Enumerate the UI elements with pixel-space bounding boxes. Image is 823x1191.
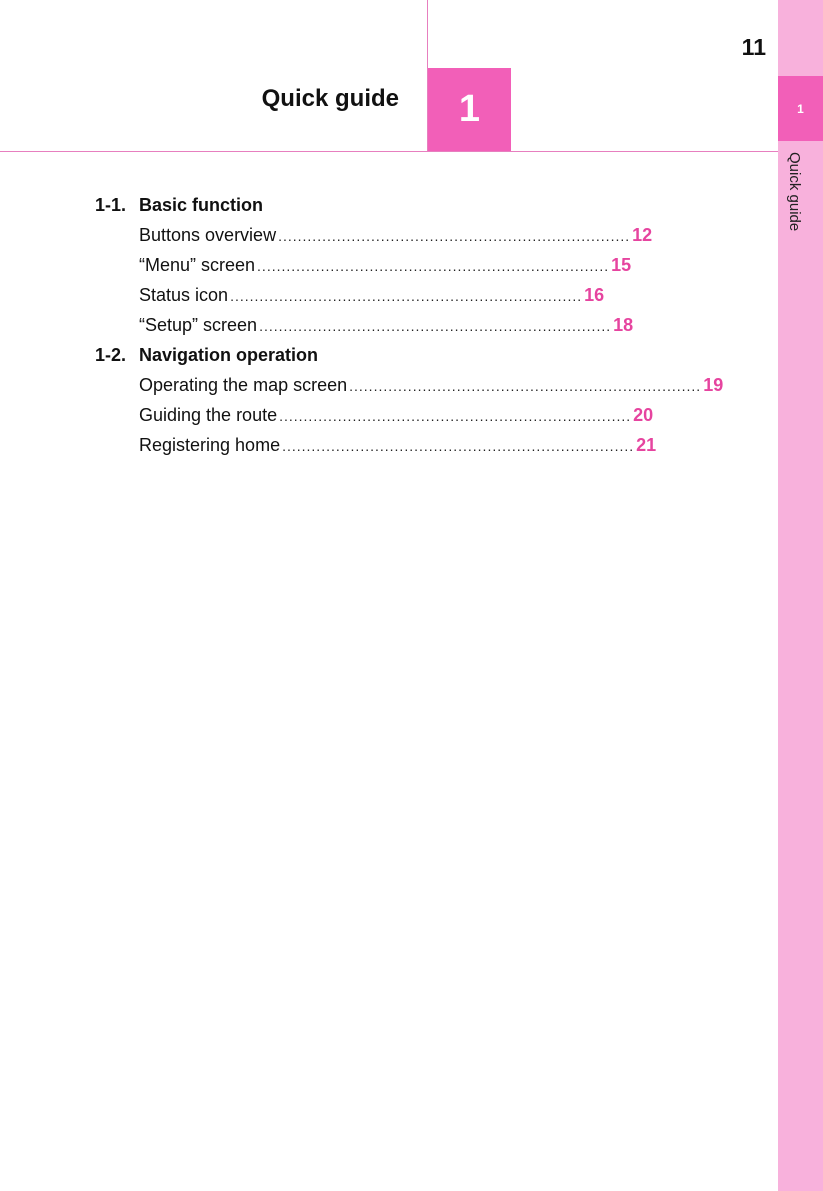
toc-entry-label: “Setup” screen (139, 315, 258, 335)
dot-leader: ........................................................................ (278, 228, 631, 244)
toc-entry[interactable] (139, 430, 657, 460)
side-tab-chapter-number: 1 (778, 76, 823, 141)
toc-entry-label: Status icon (139, 285, 229, 305)
side-tab-label: Quick guide (786, 152, 803, 232)
dot-leader: ........................................................................ (282, 438, 635, 454)
toc-entry-label: Registering home (139, 435, 281, 455)
toc-section-heading (95, 190, 405, 220)
chapter-title: Quick guide (261, 85, 399, 112)
toc-entry-page: 19 (703, 375, 724, 395)
toc-entry-label: Guiding the route (139, 405, 278, 425)
section-number: 1-1. (95, 194, 127, 215)
table-of-contents (95, 190, 724, 460)
toc-entry-page: 15 (611, 255, 632, 275)
dot-leader: ........................................................................ (257, 258, 610, 274)
section-title: Basic function (139, 194, 264, 215)
toc-entry-page: 20 (633, 405, 654, 425)
toc-entry[interactable] (139, 250, 632, 280)
toc-entry[interactable] (139, 220, 653, 250)
toc-entry-label: Operating the map screen (139, 375, 348, 395)
toc-entry-label: “Menu” screen (139, 255, 256, 275)
toc-entry-page: 16 (584, 285, 605, 305)
toc-section-heading (95, 340, 405, 370)
toc-entry-page: 18 (613, 315, 634, 335)
toc-entry[interactable] (139, 310, 634, 340)
toc-entry-label: Buttons overview (139, 225, 277, 245)
page-number: 11 (741, 34, 766, 60)
dot-leader: ........................................................................ (349, 378, 702, 394)
dot-leader: ........................................................................ (259, 318, 612, 334)
toc-entry[interactable] (139, 280, 605, 310)
toc-entry-page: 21 (636, 435, 657, 455)
toc-entry-page: 12 (632, 225, 653, 245)
toc-entry[interactable] (139, 370, 724, 400)
toc-entry[interactable] (139, 400, 654, 430)
section-number: 1-2. (95, 344, 127, 365)
dot-leader: ........................................................................ (230, 288, 583, 304)
dot-leader: ........................................................................ (279, 408, 632, 424)
chapter-number-box: 1 (428, 68, 511, 151)
header-horizontal-rule (0, 151, 778, 152)
section-title: Navigation operation (139, 344, 319, 365)
